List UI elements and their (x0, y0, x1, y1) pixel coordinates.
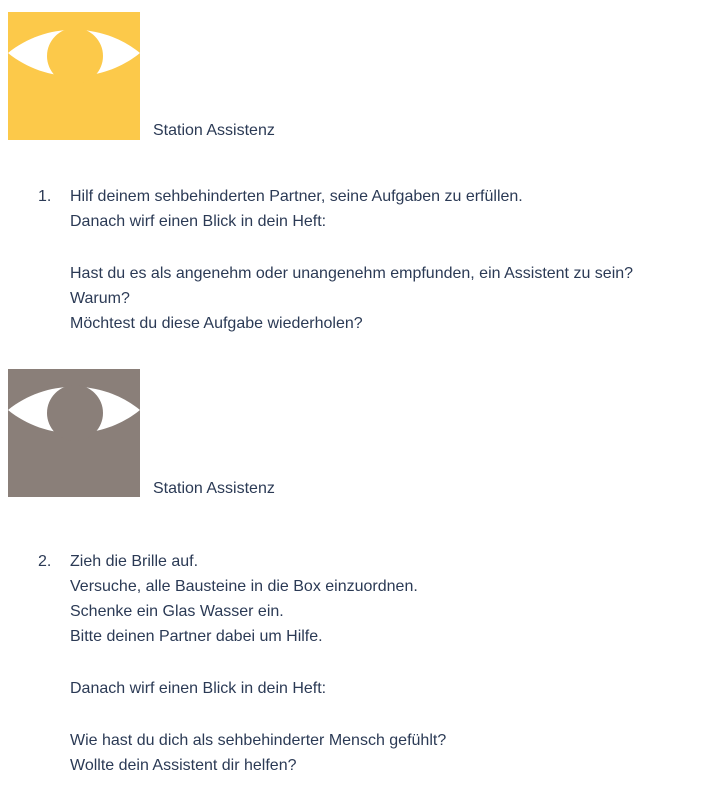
task-line: Hast du es als angenehm oder unangenehm empfunden, ein Assistent zu sein? (70, 265, 634, 282)
task-line: Wie hast du dich als sehbehinderter Mensch gefühlt? (70, 732, 447, 749)
eye-icon (8, 369, 140, 497)
task-line: Bitte deinen Partner dabei um Hilfe. (70, 628, 323, 645)
eye-icon (8, 12, 140, 140)
station-title: Station Assistenz (153, 122, 275, 139)
task-number: 1. (38, 188, 52, 205)
task-number: 2. (38, 553, 52, 570)
task-line: Danach wirf einen Blick in dein Heft: (70, 213, 327, 230)
task-text (70, 184, 633, 336)
task-line: Hilf deinem sehbehinderten Partner, seine Aufgaben zu erfüllen. (70, 188, 523, 205)
task-line: Schenke ein Glas Wasser ein. (70, 603, 284, 620)
task-line: Möchtest du diese Aufgabe wiederholen? (70, 315, 363, 332)
task-line: Warum? (70, 290, 130, 307)
task-line: Versuche, alle Bausteine in die Box einzuordnen. (70, 578, 418, 595)
task-line: Wollte dein Assistent dir helfen? (70, 757, 297, 774)
task-line: Danach wirf einen Blick in dein Heft: (70, 680, 327, 697)
station-title: Station Assistenz (153, 480, 275, 497)
task-text (70, 549, 446, 778)
task-line: Zieh die Brille auf. (70, 553, 199, 570)
